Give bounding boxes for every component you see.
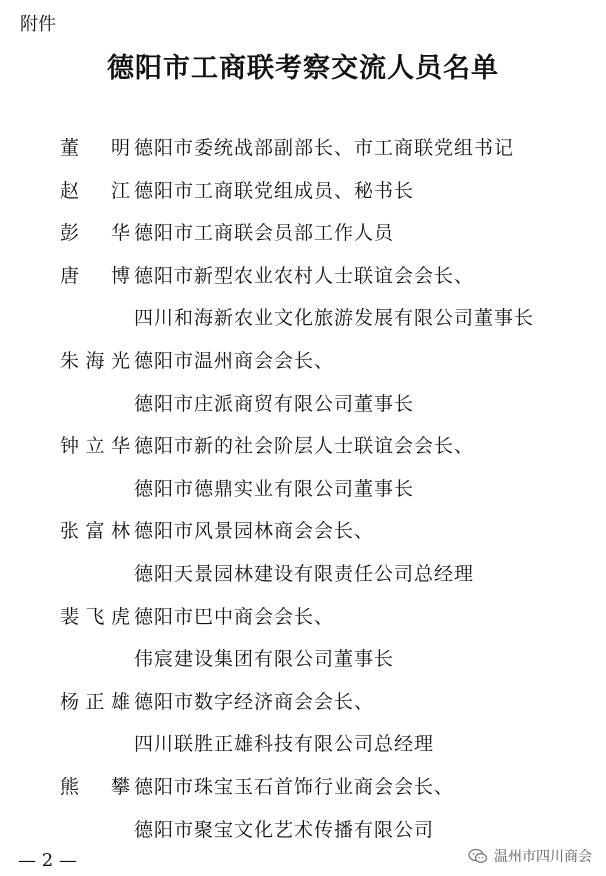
watermark-text: 温州市四川商会: [494, 849, 592, 865]
watermark: [468, 846, 592, 866]
entry-name: 朱海光: [60, 350, 130, 372]
entry-position-continued: 四川联胜正雄科技有限公司总经理: [134, 733, 435, 756]
entry-position-continued: 德阳市德鼎实业有限公司董事长: [134, 477, 415, 500]
entry-name: 唐 博: [60, 264, 130, 287]
entry-name: 张富林: [60, 520, 130, 543]
entry-position: 德阳市工商联党组成员、秘书长: [134, 179, 415, 202]
entry-position: 德阳市风景园林商会会长、: [134, 520, 375, 543]
entry-name: 裴飞虎: [60, 605, 130, 628]
entry-position-continued: 四川和海新农业文化旅游发展有限公司董事长: [134, 307, 535, 330]
entry-position: 德阳市新型农业农村人士联谊会会长、: [134, 264, 475, 287]
entry-position: 德阳市新的社会阶层人士联谊会会长、: [134, 435, 475, 458]
wechat-icon: [468, 848, 488, 864]
entry-position: 德阳市工商联会员部工作人员: [134, 222, 395, 245]
entry-name: 董 明: [60, 137, 130, 159]
document-title: 德阳市工商联考察交流人员名单: [107, 53, 499, 84]
entry-position-continued: 德阳天景园林建设有限责任公司总经理: [134, 563, 475, 585]
entry-name: 彭 华: [60, 222, 130, 245]
entry-name: 赵 江: [60, 179, 130, 202]
entry-position-continued: 伟宸建设集团有限公司董事长: [134, 648, 395, 671]
page-number: — 2 —: [18, 850, 77, 871]
entry-position: 德阳市温州商会会长、: [134, 350, 335, 372]
entry-position: 德阳市巴中商会会长、: [134, 605, 335, 628]
attachment-label: 附件: [20, 14, 56, 35]
entry-position: 德阳市珠宝玉石首饰行业商会会长、: [134, 776, 455, 798]
entry-position-continued: 德阳市聚宝文化艺术传播有限公司: [134, 818, 435, 841]
entry-name: 杨正雄: [60, 690, 130, 713]
entry-position: 德阳市数字经济商会会长、: [134, 690, 375, 713]
entry-name: 熊 攀: [60, 776, 130, 798]
entry-name: 钟立华: [60, 435, 130, 458]
entry-position-continued: 德阳市庄派商贸有限公司董事长: [134, 392, 415, 415]
entry-position: 德阳市委统战部副部长、市工商联党组书记: [134, 137, 515, 159]
